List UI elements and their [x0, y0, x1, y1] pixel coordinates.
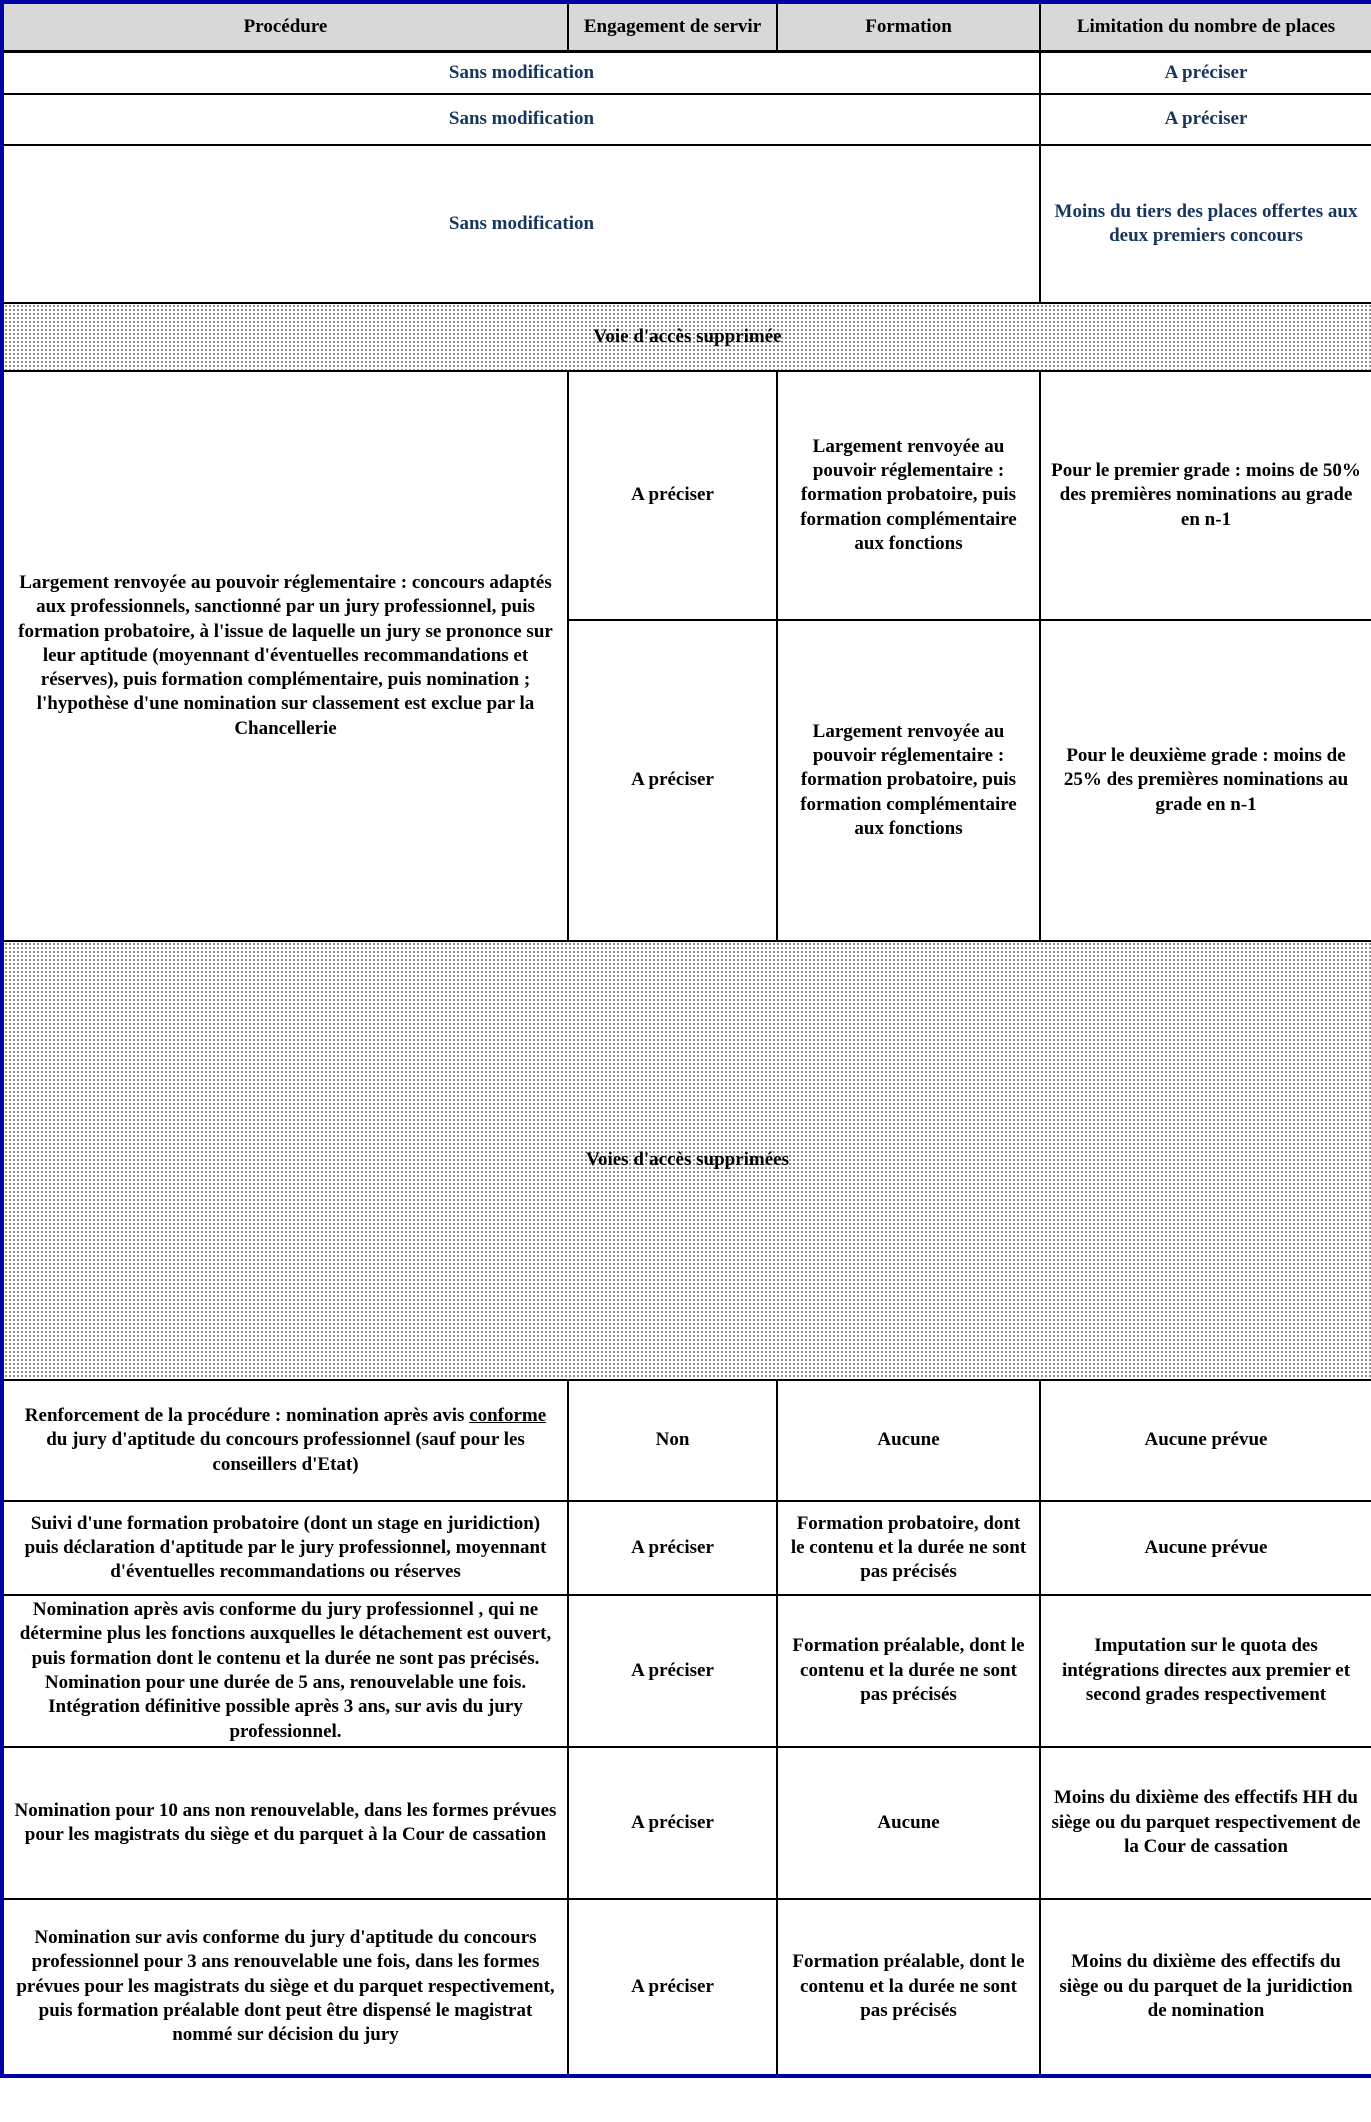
cell-hatch2-label: Voies d'accès supprimées	[2, 941, 1371, 1380]
cell-secB-formation: Largement renvoyée au pouvoir réglementaire : formation probatoire, puis formation complémentaire aux fonctions	[777, 620, 1040, 941]
cell-r6-formation: Formation préalable, dont le contenu et la durée ne sont pas précisés	[777, 1595, 1040, 1747]
cell-r5-engagement: A préciser	[568, 1501, 777, 1595]
cell-r5-limitation: Aucune prévue	[1040, 1501, 1371, 1595]
cell-r5-formation: Formation probatoire, dont le contenu et la durée ne sont pas précisés	[777, 1501, 1040, 1595]
cell-r8-procedure: Nomination sur avis conforme du jury d'aptitude du concours professionnel pour 3 ans renouvelable une fois, dans les formes prévues pour les magistrats du siège et du parquet respectivement, puis formation préalable dont peut être dispensé le magistrat nommé sur décision du jury	[2, 1899, 568, 2076]
cell-r6-limitation: Imputation sur le quota des intégrations directes aux premier et second grades respectivement	[1040, 1595, 1371, 1747]
r4-procedure-post: du jury d'aptitude du concours professionnel (sauf pour les conseillers d'Etat)	[46, 1429, 525, 1475]
cell-secA-engagement: A préciser	[568, 371, 777, 620]
cell-r8-formation: Formation préalable, dont le contenu et la durée ne sont pas précisés	[777, 1899, 1040, 2076]
cell-r5-procedure: Suivi d'une formation probatoire (dont un stage en juridiction) puis déclaration d'aptitude par le jury professionnel, moyennant d'éventuelles recommandations ou réserves	[2, 1501, 568, 1595]
hatch-row-voie-supprimee	[2, 303, 1371, 371]
row-5	[2, 1501, 1371, 1595]
cell-r7-procedure: Nomination pour 10 ans non renouvelable, dans les formes prévues pour les magistrats du siège et du parquet à la Cour de cassation	[2, 1747, 568, 1899]
cell-secB-limitation: Pour le deuxième grade : moins de 25% des premières nominations au grade en n-1	[1040, 620, 1371, 941]
cell-r4-limitation: Aucune prévue	[1040, 1380, 1371, 1501]
header-limitation: Limitation du nombre de places	[1040, 2, 1371, 51]
row-2	[2, 94, 1371, 145]
cell-r7-formation: Aucune	[777, 1747, 1040, 1899]
row-1	[2, 51, 1371, 94]
cell-r1-limitation: A préciser	[1040, 51, 1371, 94]
cell-secA-limitation: Pour le premier grade : moins de 50% des premières nominations au grade en n-1	[1040, 371, 1371, 620]
row-3	[2, 145, 1371, 303]
cell-r3-limitation: Moins du tiers des places offertes aux deux premiers concours	[1040, 145, 1371, 303]
row-6	[2, 1595, 1371, 1747]
cell-secA-formation: Largement renvoyée au pouvoir réglementaire : formation probatoire, puis formation complémentaire aux fonctions	[777, 371, 1040, 620]
cell-r1-main: Sans modification	[2, 51, 1040, 94]
header-row	[2, 2, 1371, 51]
row-4	[2, 1380, 1371, 1501]
cell-r7-engagement: A préciser	[568, 1747, 777, 1899]
r4-procedure-underlined: conforme	[469, 1405, 547, 1427]
cell-r4-procedure	[2, 1380, 568, 1501]
cell-r3-main: Sans modification	[2, 145, 1040, 303]
cell-r6-procedure: Nomination après avis conforme du jury professionnel , qui ne détermine plus les fonctions auxquelles le détachement est ouvert, puis formation dont le contenu et la durée ne sont pas précisés. Nomination pour une durée de 5 ans, renouvelable une fois. Intégration définitive possible après 3 ans, sur avis du jury professionnel.	[2, 1595, 568, 1747]
r4-procedure-pre: Renforcement de la procédure : nomination après avis	[24, 1405, 470, 1427]
cell-r2-main: Sans modification	[2, 94, 1040, 145]
header-formation: Formation	[777, 2, 1040, 51]
hatch-row-voies-supprimees	[2, 941, 1371, 1380]
cell-r6-engagement: A préciser	[568, 1595, 777, 1747]
section-subrow-a	[2, 371, 1371, 620]
header-procedure: Procédure	[2, 2, 568, 51]
cell-hatch1-label: Voie d'accès supprimée	[2, 303, 1371, 371]
cell-r2-limitation: A préciser	[1040, 94, 1371, 145]
cell-section-procedure: Largement renvoyée au pouvoir réglementaire : concours adaptés aux professionnels, sanctionné par un jury professionnel, puis formation probatoire, à l'issue de laquelle un jury se prononce sur leur aptitude (moyennant d'éventuelles recommandations et réserves), puis formation complémentaire, puis nomination ; l'hypothèse d'une nomination sur classement est exclue par la Chancellerie	[2, 371, 568, 941]
cell-r8-limitation: Moins du dixième des effectifs du siège ou du parquet de la juridiction de nomination	[1040, 1899, 1371, 2076]
row-7	[2, 1747, 1371, 1899]
header-engagement: Engagement de servir	[568, 2, 777, 51]
cell-r7-limitation: Moins du dixième des effectifs HH du siège ou du parquet respectivement de la Cour de cassation	[1040, 1747, 1371, 1899]
cell-r4-engagement: Non	[568, 1380, 777, 1501]
cell-r8-engagement: A préciser	[568, 1899, 777, 2076]
row-8	[2, 1899, 1371, 2076]
cell-secB-engagement: A préciser	[568, 620, 777, 941]
cell-r4-formation: Aucune	[777, 1380, 1040, 1501]
